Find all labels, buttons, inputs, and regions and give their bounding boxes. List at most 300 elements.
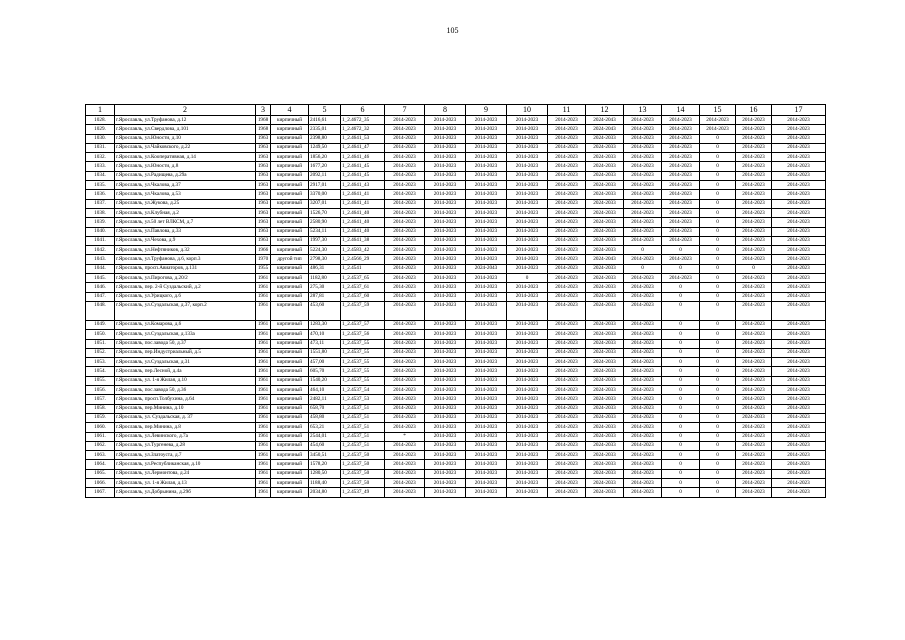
- table-cell: г.Ярославль, ул.Суздальская, д.37, корп.2: [115, 301, 256, 320]
- table-cell: 2014-2023: [772, 301, 826, 320]
- table-cell: кирпичный: [271, 227, 309, 236]
- table-cell: 2014-2023: [507, 246, 548, 255]
- table-cell: 2024-2033: [586, 376, 624, 385]
- table-cell: 2014-2023: [736, 199, 772, 208]
- table-cell: 2014-2023: [736, 153, 772, 162]
- table-cell: 2014-2023: [736, 441, 772, 450]
- table-cell: 0: [700, 386, 736, 395]
- table-cell: 2014-2023: [548, 134, 586, 143]
- table-cell: 1961: [256, 432, 271, 441]
- table-cell: 2014-2023: [700, 116, 736, 125]
- table-cell: 1963: [256, 218, 271, 227]
- table-cell: 2014-2023: [662, 190, 700, 199]
- table-cell: 2014-2023: [662, 143, 700, 152]
- table-cell: 5234,11: [309, 227, 341, 236]
- table-cell: 2014-2023: [736, 292, 772, 301]
- table-cell: 1_2.4537_51: [341, 413, 385, 422]
- table-cell: 2014-2023: [385, 134, 425, 143]
- table-cell: 2014-2023: [624, 376, 662, 385]
- table-cell: 605,70: [309, 367, 341, 376]
- table-cell: 1028.: [86, 116, 115, 125]
- table-cell: 2014-2023: [385, 236, 425, 245]
- table-cell: 2014-2023: [772, 143, 826, 152]
- table-cell: 2014-2023: [425, 386, 466, 395]
- column-header: 5: [309, 105, 341, 116]
- table-cell: 2014-2023: [772, 134, 826, 143]
- table-cell: 275,30: [309, 283, 341, 292]
- table-cell: 2014-2023: [548, 460, 586, 469]
- table-cell: 2014-2023: [507, 116, 548, 125]
- table-cell: 1_2.4641_40: [341, 208, 385, 217]
- table-cell: 0: [700, 171, 736, 180]
- table-cell: 2014-2023: [507, 162, 548, 171]
- table-cell: 2014-2023: [624, 348, 662, 357]
- table-cell: 2014-2023: [772, 386, 826, 395]
- table-cell: 1961: [256, 460, 271, 469]
- table-cell: 2014-2023: [548, 339, 586, 348]
- table-cell: 1051.: [86, 339, 115, 348]
- table-cell: 1963: [256, 181, 271, 190]
- table-cell: 2024-2033: [586, 218, 624, 227]
- table-cell: 1961: [256, 478, 271, 487]
- table-cell: 2014-2023: [736, 227, 772, 236]
- table-cell: кирпичный: [271, 376, 309, 385]
- table-cell: 653,21: [309, 423, 341, 432]
- table-row: [86, 143, 826, 152]
- table-cell: 2014-2023: [772, 441, 826, 450]
- table-cell: 2014-2023: [662, 274, 700, 283]
- table-cell: 1036.: [86, 190, 115, 199]
- table-cell: 2014-2023: [548, 413, 586, 422]
- table-cell: г.Ярославль, пос.завода 50, д.37: [115, 339, 256, 348]
- table-cell: г.Ярославль, ул.Тургенева, д.28: [115, 441, 256, 450]
- table-cell: 1_2.4641_41: [341, 190, 385, 199]
- table-cell: 2014-2023: [624, 488, 662, 497]
- table-cell: 1955: [256, 264, 271, 273]
- table-cell: 2014-2023: [772, 367, 826, 376]
- table-cell: 2014-2023: [385, 153, 425, 162]
- table-cell: 2014-2023: [624, 404, 662, 413]
- table-cell: 2014-2023: [662, 162, 700, 171]
- table-cell: г.Ярославль, ул.Павлова, д.33: [115, 227, 256, 236]
- table-cell: 2014-2023: [624, 125, 662, 134]
- table-cell: 2014-2023: [507, 218, 548, 227]
- table-cell: 1_2.4641_41: [341, 199, 385, 208]
- table-cell: 2014-2023: [736, 274, 772, 283]
- table-cell: 2014-2023: [425, 320, 466, 329]
- table-cell: 1_2.4537_56: [341, 330, 385, 339]
- table-cell: 2014-2023: [624, 460, 662, 469]
- table-cell: кирпичный: [271, 488, 309, 497]
- table-cell: 2014-2023: [736, 143, 772, 152]
- table-cell: 2014-2023: [425, 451, 466, 460]
- table-cell: г.Ярославль, ул.Урицкого, д.6: [115, 292, 256, 301]
- table-cell: 1056.: [86, 386, 115, 395]
- table-cell: 2014-2023: [662, 199, 700, 208]
- table-cell: 2014-2023: [466, 339, 507, 348]
- table-row: [86, 190, 826, 199]
- table-cell: 2014-2023: [772, 171, 826, 180]
- table-cell: г.Ярославль, ул. 1-я Жилая, д.13: [115, 478, 256, 487]
- column-header: 16: [736, 105, 772, 116]
- table-cell: 2024-2033: [586, 423, 624, 432]
- table-cell: 1042.: [86, 246, 115, 255]
- table-cell: 2024-2033: [586, 236, 624, 245]
- table-cell: 2024-2033: [586, 413, 624, 422]
- table-cell: 2024-2033: [586, 246, 624, 255]
- table-cell: 0: [700, 460, 736, 469]
- table-cell: 2014-2023: [772, 395, 826, 404]
- table-cell: кирпичный: [271, 143, 309, 152]
- table-cell: 2014-2023: [736, 339, 772, 348]
- table-cell: 0: [700, 301, 736, 320]
- table-cell: 0: [700, 264, 736, 273]
- table-cell: 1961: [256, 413, 271, 422]
- table-cell: 2014-2023: [507, 469, 548, 478]
- table-row: [86, 358, 826, 367]
- table-cell: 2014-2023: [425, 125, 466, 134]
- table-cell: г.Ярославль, ул.Чайковского, д.22: [115, 143, 256, 152]
- table-cell: г.Ярославль, ул.Златоуста, д.7: [115, 451, 256, 460]
- table-cell: г.Ярославль, ул.Республиканская, д.10: [115, 460, 256, 469]
- table-cell: 2014-2023: [772, 413, 826, 422]
- table-cell: 1540,20: [309, 376, 341, 385]
- table-cell: 2014-2023: [548, 376, 586, 385]
- table-cell: 2014-2023: [466, 208, 507, 217]
- table-cell: 1961: [256, 386, 271, 395]
- table-cell: 2014-2023: [624, 301, 662, 320]
- table-cell: 2014-2023: [425, 292, 466, 301]
- table-cell: 2014-2023: [385, 227, 425, 236]
- table-cell: 2014-2023: [548, 181, 586, 190]
- table-cell: 2014-2023: [548, 153, 586, 162]
- table-cell: 2014-2023: [548, 358, 586, 367]
- column-header: 17: [772, 105, 826, 116]
- table-cell: 0: [662, 386, 700, 395]
- table-cell: 2014-2023: [772, 432, 826, 441]
- table-cell: 1961: [256, 367, 271, 376]
- table-cell: 2014-2023: [507, 404, 548, 413]
- table-cell: 0: [700, 236, 736, 245]
- table-cell: кирпичный: [271, 441, 309, 450]
- table-cell: 2014-2023: [507, 125, 548, 134]
- table-cell: 1_2.4537_49: [341, 488, 385, 497]
- table-cell: 2014-2023: [548, 171, 586, 180]
- table-cell: 1997,30: [309, 236, 341, 245]
- table-cell: 2014-2023: [772, 274, 826, 283]
- table-cell: 2024-2033: [586, 181, 624, 190]
- table-cell: 1_2.4537_61: [341, 283, 385, 292]
- table-cell: 2014-2023: [624, 469, 662, 478]
- table-cell: г.Ярославль, ул.Добрынина, д.29б: [115, 488, 256, 497]
- table-cell: 2014-2023: [425, 116, 466, 125]
- table-cell: кирпичный: [271, 125, 309, 134]
- table-row: [86, 339, 826, 348]
- table-cell: 2014-2023: [507, 441, 548, 450]
- table-cell: 2014-2023: [385, 339, 425, 348]
- table-cell: 0: [662, 339, 700, 348]
- table-cell: 2014-2023: [548, 227, 586, 236]
- table-cell: 1038.: [86, 208, 115, 217]
- table-body: [86, 116, 826, 498]
- table-cell: кирпичный: [271, 460, 309, 469]
- table-cell: 2014-2023: [425, 441, 466, 450]
- table-cell: 0: [662, 395, 700, 404]
- table-cell: 2014-2023: [466, 246, 507, 255]
- table-cell: 1_2.4537_50: [341, 451, 385, 460]
- table-row: [86, 292, 826, 301]
- table-cell: 1961: [256, 301, 271, 320]
- table-cell: 0: [662, 320, 700, 329]
- table-cell: 1961: [256, 358, 271, 367]
- table-cell: 0: [662, 348, 700, 357]
- table-cell: 1_2.4641_43: [341, 181, 385, 190]
- table-cell: 2014-2023: [385, 264, 425, 273]
- table-cell: 2014-2023: [548, 125, 586, 134]
- table-cell: 1_2.4537_55: [341, 376, 385, 385]
- table-cell: кирпичный: [271, 236, 309, 245]
- table-cell: 2014-2023: [772, 488, 826, 497]
- table-cell: 2014-2023: [466, 358, 507, 367]
- table-cell: 464,10: [309, 386, 341, 395]
- table-cell: кирпичный: [271, 432, 309, 441]
- page-number: 105: [446, 26, 459, 35]
- table-cell: 2014-2023: [466, 301, 507, 320]
- table-cell: 2014-2023: [772, 199, 826, 208]
- table-cell: 2014-2023: [507, 320, 548, 329]
- table-cell: 2014-2023: [548, 283, 586, 292]
- table-cell: 2014-2023: [385, 283, 425, 292]
- table-cell: 2014-2023: [548, 395, 586, 404]
- table-row: [86, 227, 826, 236]
- table-cell: 2014-2023: [425, 218, 466, 227]
- table-cell: 0: [700, 423, 736, 432]
- table-cell: 1677,20: [309, 162, 341, 171]
- table-cell: 2014-2023: [425, 246, 466, 255]
- table-cell: 2014-2023: [624, 255, 662, 264]
- table-cell: 1049.: [86, 320, 115, 329]
- table-cell: 2014-2023: [624, 358, 662, 367]
- table-cell: 0: [700, 469, 736, 478]
- table-cell: 2014-2023: [466, 413, 507, 422]
- table-cell: 0: [700, 339, 736, 348]
- table-cell: 2014-2023: [772, 236, 826, 245]
- table-cell: 2014-2023: [385, 348, 425, 357]
- table-cell: 0: [700, 246, 736, 255]
- table-cell: 2014-2023: [624, 441, 662, 450]
- table-cell: 1_2.4537_51: [341, 423, 385, 432]
- table-cell: 2014-2023: [736, 330, 772, 339]
- table-cell: 2014-2023: [736, 469, 772, 478]
- table-cell: 2014-2023: [385, 116, 425, 125]
- table-cell: 1_2.4641_53: [341, 134, 385, 143]
- table-cell: 2024-2033: [736, 413, 772, 422]
- table-row: [86, 478, 826, 487]
- table-cell: 1066.: [86, 478, 115, 487]
- table-cell: 2014-2023: [548, 218, 586, 227]
- table-cell: 1188,40: [309, 478, 341, 487]
- table-cell: г.Ярославль, ул.Радищева, д.29а: [115, 171, 256, 180]
- table-cell: 2014-2023: [385, 320, 425, 329]
- table-cell: 0: [700, 292, 736, 301]
- table-cell: 2014-2023: [624, 153, 662, 162]
- table-cell: 2014-2023: [425, 190, 466, 199]
- table-cell: г.Ярославль, ул.Нефтяников, д.32: [115, 246, 256, 255]
- table-cell: 1034.: [86, 171, 115, 180]
- table-cell: 2014-2023: [385, 376, 425, 385]
- table-cell: 0: [700, 255, 736, 264]
- table-cell: 2034,80: [309, 488, 341, 497]
- table-cell: 2024-2033: [586, 162, 624, 171]
- table-cell: 2014-2023: [466, 218, 507, 227]
- table-cell: 0: [700, 441, 736, 450]
- table-cell: 1963: [256, 190, 271, 199]
- table-cell: 2014-2023: [507, 301, 548, 320]
- table-cell: 1_2.4537_54: [341, 386, 385, 395]
- table-cell: 658,70: [309, 404, 341, 413]
- table-row: [86, 348, 826, 357]
- table-cell: 0: [700, 208, 736, 217]
- table-cell: г.Ярославль, пос.завода 50, д.36: [115, 386, 256, 395]
- table-cell: 2014-2023: [772, 348, 826, 357]
- table-cell: 2014-2023: [548, 432, 586, 441]
- table-cell: кирпичный: [271, 469, 309, 478]
- table-row: [86, 283, 826, 292]
- table-cell: 2014-2023: [507, 143, 548, 152]
- table-cell: 2014-2023: [624, 339, 662, 348]
- table-cell: 2014-2023: [466, 478, 507, 487]
- table-cell: 0: [662, 441, 700, 450]
- table-cell: 2014-2023: [385, 478, 425, 487]
- table-cell: 1_2.4641_45: [341, 171, 385, 180]
- table-cell: *: [385, 432, 425, 441]
- column-header: 11: [548, 105, 586, 116]
- table-cell: 2014-2023: [466, 320, 507, 329]
- table-cell: 1961: [256, 469, 271, 478]
- table-cell: г.Ярославль, пер.Индустриальный, д.5: [115, 348, 256, 357]
- table-cell: 2014-2023: [772, 246, 826, 255]
- table-cell: 2014-2023: [624, 116, 662, 125]
- table-cell: кирпичный: [271, 395, 309, 404]
- table-cell: 1_2.4641_45: [341, 162, 385, 171]
- table-cell: 1182,80: [309, 274, 341, 283]
- table-cell: 2024-2043: [586, 125, 624, 134]
- column-header: 14: [662, 105, 700, 116]
- table-cell: 2014-2023: [736, 171, 772, 180]
- table-cell: 458,80: [309, 413, 341, 422]
- table-cell: 2014-2023: [507, 386, 548, 395]
- table-cell: 1961: [256, 488, 271, 497]
- table-cell: 2014-2023: [507, 451, 548, 460]
- table-row: [86, 469, 826, 478]
- table-cell: 5224,30: [309, 246, 341, 255]
- table-cell: 1_2.4583_42: [341, 246, 385, 255]
- table-cell: 2014-2023: [624, 386, 662, 395]
- table-cell: 2014-2023: [772, 218, 826, 227]
- table-cell: 2024-2033: [586, 339, 624, 348]
- table-cell: 2014-2023: [507, 413, 548, 422]
- table-cell: 2798,30: [309, 255, 341, 264]
- table-cell: 2014-2023: [425, 274, 466, 283]
- table-cell: 1043.: [86, 255, 115, 264]
- table-cell: 2014-2023: [736, 162, 772, 171]
- table-cell: 2014-2023: [507, 348, 548, 357]
- table-cell: 0: [662, 478, 700, 487]
- table-cell: 2014-2023: [425, 478, 466, 487]
- table-cell: 2014-2023: [466, 423, 507, 432]
- table-cell: 2014-2023: [548, 330, 586, 339]
- table-cell: 2024-2033: [586, 460, 624, 469]
- table-cell: 1_2.4537_55: [341, 339, 385, 348]
- table-cell: 0: [507, 274, 548, 283]
- table-cell: 1_2.4672_35: [341, 116, 385, 125]
- table-cell: 2014-2023: [425, 181, 466, 190]
- table-cell: 2014-2023: [466, 367, 507, 376]
- table-cell: 2014-2023: [425, 208, 466, 217]
- table-cell: 2024-2033: [586, 488, 624, 497]
- table-cell: 2014-2023: [466, 227, 507, 236]
- table-cell: 2014-2023: [736, 376, 772, 385]
- table-cell: 2024-2033: [586, 367, 624, 376]
- table-cell: 2014-2023: [736, 236, 772, 245]
- table-cell: кирпичный: [271, 330, 309, 339]
- table-cell: 2014-2023: [385, 330, 425, 339]
- table-cell: 2014-2023: [624, 423, 662, 432]
- table-cell: 2014-2023: [624, 320, 662, 329]
- table-cell: 1961: [256, 451, 271, 460]
- table-cell: г.Ярославль, ул. Суздальская, д. 37: [115, 413, 256, 422]
- table-cell: 1031.: [86, 143, 115, 152]
- table-row: [86, 162, 826, 171]
- table-cell: 2014-2023: [507, 283, 548, 292]
- table-cell: 1_2.4537_59: [341, 301, 385, 320]
- table-cell: г.Ярославль, пер.Лесной, д.4а: [115, 367, 256, 376]
- table-cell: 2014-2023: [736, 386, 772, 395]
- table-cell: 0: [700, 162, 736, 171]
- table-cell: 0: [700, 190, 736, 199]
- table-cell: 1054.: [86, 367, 115, 376]
- table-cell: кирпичный: [271, 339, 309, 348]
- table-cell: 1065.: [86, 469, 115, 478]
- table-row: [86, 301, 826, 320]
- table-cell: 1961: [256, 339, 271, 348]
- table-cell: 2014-2023: [772, 190, 826, 199]
- table-cell: 0: [662, 413, 700, 422]
- table-cell: 3207,01: [309, 199, 341, 208]
- table-cell: 2014-2023: [736, 404, 772, 413]
- table-cell: 1963: [256, 199, 271, 208]
- table-cell: 2014-2023: [736, 134, 772, 143]
- table-cell: 453,60: [309, 301, 341, 320]
- table-cell: 2014-2023: [736, 488, 772, 497]
- table-cell: 2014-2023: [548, 116, 586, 125]
- table-cell: 2014-2023: [507, 199, 548, 208]
- table-cell: кирпичный: [271, 190, 309, 199]
- table-cell: 2014-2023: [466, 432, 507, 441]
- column-header: 2: [115, 105, 256, 116]
- table-cell: 2024-2033: [586, 386, 624, 395]
- table-cell: 0: [662, 376, 700, 385]
- table-cell: 2024-2033: [586, 441, 624, 450]
- table-cell: 0: [700, 320, 736, 329]
- table-cell: 0: [700, 283, 736, 292]
- table-cell: 2014-2023: [548, 469, 586, 478]
- table-cell: 2014-2023: [385, 423, 425, 432]
- table-cell: 2014-2023: [772, 116, 826, 125]
- table-cell: 2014-2023: [548, 208, 586, 217]
- table-cell: 2014-2023: [425, 367, 466, 376]
- table-cell: 2014-2023: [507, 330, 548, 339]
